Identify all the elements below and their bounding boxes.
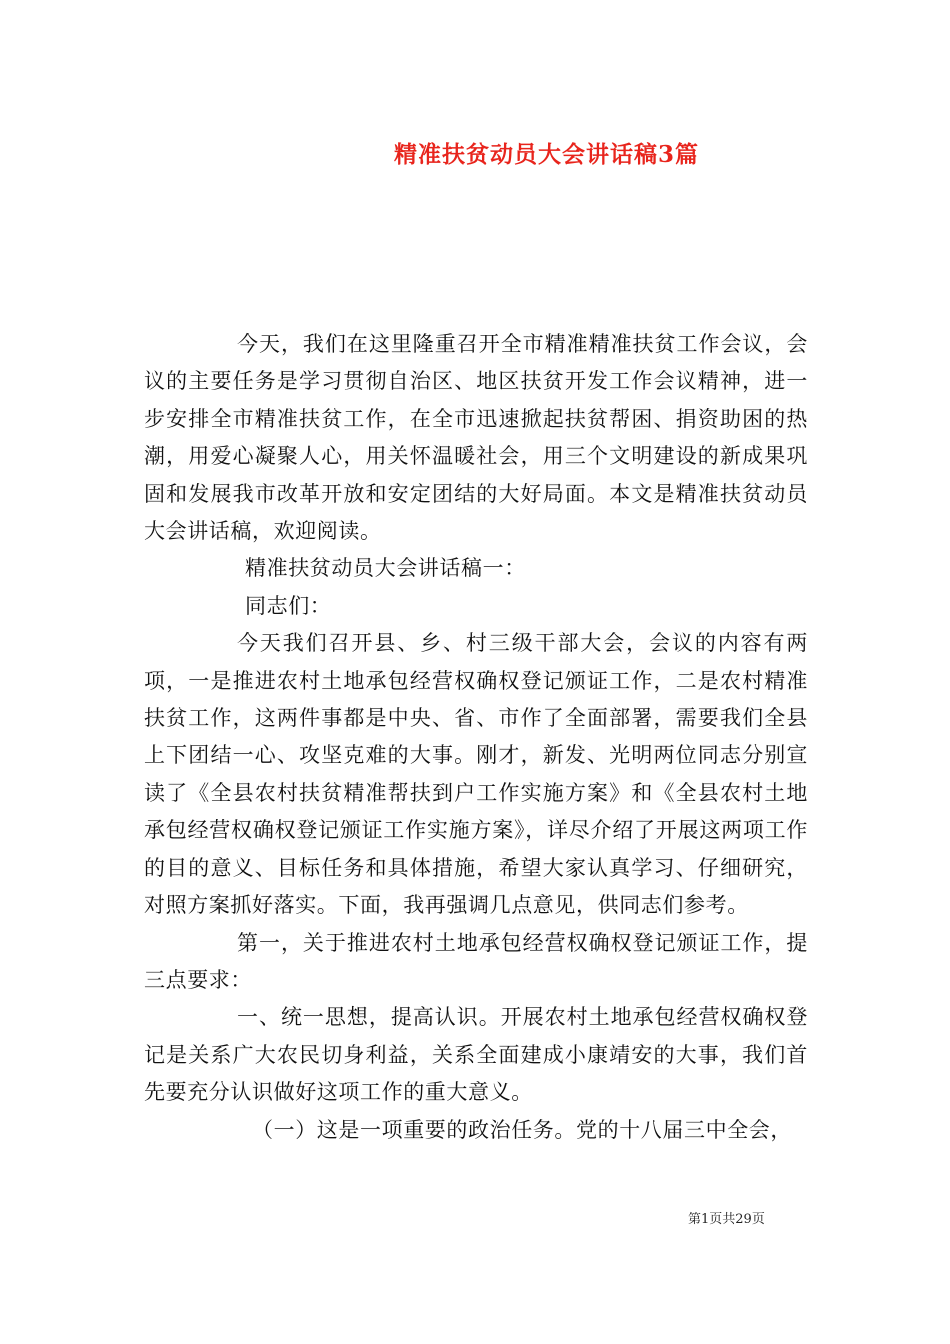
intro-paragraph: 今天，我们在这里隆重召开全市精准精准扶贫工作会议，会议的主要任务是学习贯彻自治区、地区扶贫开发工作会议精神，进一步安排全市精准扶贫工作，在全市迅速掀起扶贫帮困、捐资助困的热潮，用爱心凝聚人心，用关怀温暖社会，用三个文明建设的新成果巩固和发展我市改革开放和安定团结的大好局面。本文是精准扶贫动员大会讲话稿，欢迎阅读。: [144, 332, 808, 544]
page-number: 第1页共29页: [688, 1212, 765, 1227]
document-title: 精准扶贫动员大会讲话稿3篇: [394, 141, 700, 168]
body-paragraph: 一、统一思想，提高认识。开展农村土地承包经营权确权登记是关系广大农民切身利益，关系全面建成小康靖安的大事，我们首先要充分认识做好这项工作的重大意义。: [144, 1005, 808, 1105]
body-paragraph: 第一，关于推进农村土地承包经营权确权登记颁证工作，提三点要求：: [144, 930, 808, 992]
section-heading: 精准扶贫动员大会讲话稿一：: [245, 556, 526, 581]
salutation: 同志们：: [245, 593, 332, 618]
document-body: [144, 326, 808, 1149]
body-paragraph: （一）这是一项重要的政治任务。党的十八届三中全会，: [252, 1117, 792, 1142]
body-paragraph: 今天我们召开县、乡、村三级干部大会，会议的内容有两项，一是推进农村土地承包经营权确权登记颁证工作，二是农村精准扶贫工作，这两件事都是中央、省、市作了全面部署，需要我们全县上下团结一心、攻坚克难的大事。刚才，新发、光明两位同志分别宣读了《全县农村扶贫精准帮扶到户工作实施方案》和《全县农村土地承包经营权确权登记颁证工作实施方案》，详尽介绍了开展这两项工作的目的意义、目标任务和具体措施，希望大家认真学习、仔细研究，对照方案抓好落实。下面，我再强调几点意见，供同志们参考。: [144, 631, 808, 918]
